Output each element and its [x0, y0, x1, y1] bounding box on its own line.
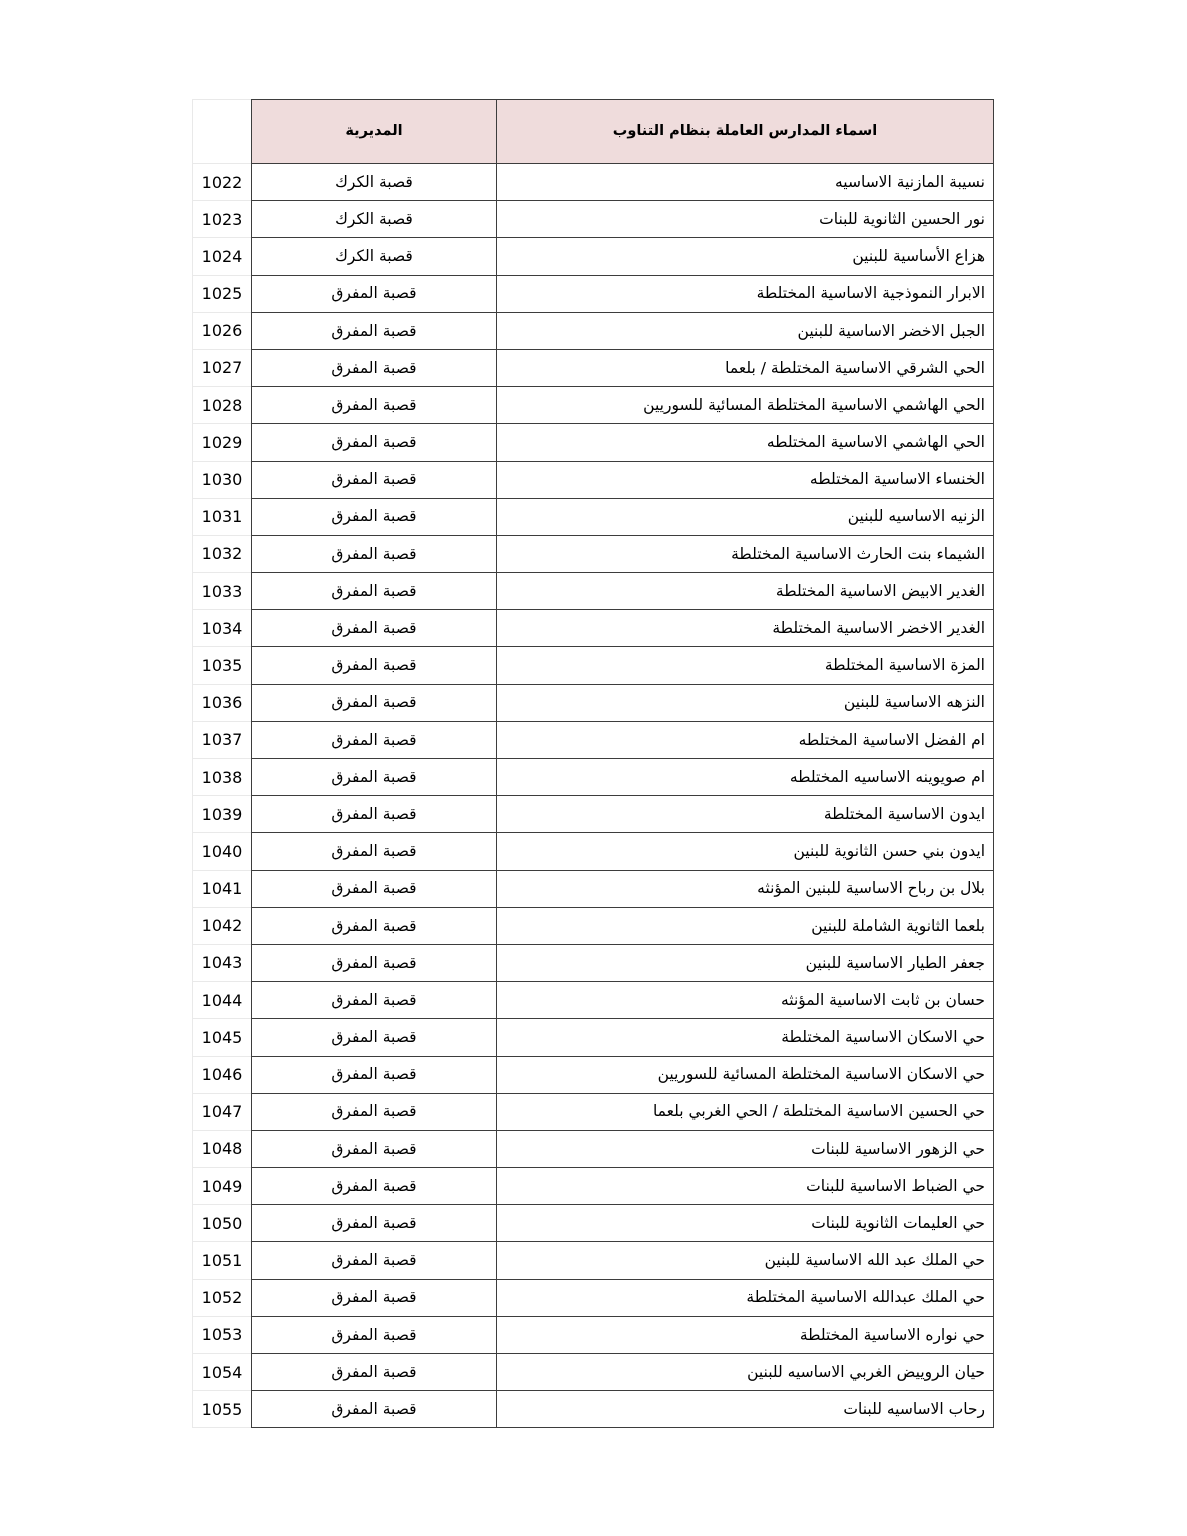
cell-serial-number: [193, 647, 252, 684]
serial-number-text: 1036: [201, 693, 243, 713]
cell-school-name: [497, 982, 994, 1019]
cell-school-name: [497, 759, 994, 796]
table-row: [193, 1279, 994, 1316]
table-row: [193, 1130, 994, 1167]
school-name-text: ام الفضل الاساسية المختلطه: [798, 730, 985, 749]
table-row: [193, 944, 994, 981]
school-name-text: ام صويوينه الاساسيه المختلطه: [789, 767, 985, 786]
table-row: [193, 573, 994, 610]
directorate-text: قصبة المفرق: [331, 1251, 417, 1270]
table-row: [193, 498, 994, 535]
serial-number-text: 1033: [201, 581, 243, 601]
cell-directorate: [252, 796, 497, 833]
serial-number-text: 1025: [201, 284, 243, 304]
serial-number-text: 1028: [201, 395, 243, 415]
directorate-text: قصبة المفرق: [331, 321, 417, 340]
cell-school-name: [497, 535, 994, 572]
cell-directorate: [252, 201, 497, 238]
serial-number-text: 1040: [201, 841, 243, 861]
column-header-directorate: [252, 100, 497, 164]
table-row: [193, 1093, 994, 1130]
school-name-text: حيان الروييض الغربي الاساسيه للبنين: [747, 1362, 985, 1381]
table-row: [193, 907, 994, 944]
directorate-text: قصبة المفرق: [331, 990, 417, 1009]
serial-number-text: 1037: [201, 730, 243, 750]
serial-number-text: 1044: [201, 990, 243, 1010]
cell-serial-number: [193, 907, 252, 944]
cell-directorate: [252, 833, 497, 870]
school-name-text: حي الاسكان الاساسية المختلطة: [781, 1028, 985, 1047]
cell-school-name: [497, 1354, 994, 1391]
school-name-text: حسان بن ثابت الاساسية المؤنثه: [780, 990, 985, 1009]
cell-serial-number: [193, 573, 252, 610]
cell-serial-number: [193, 238, 252, 275]
table-row: [193, 1242, 994, 1279]
table-row: [193, 535, 994, 572]
directorate-text: قصبة المفرق: [331, 581, 417, 600]
directorate-text: قصبة المفرق: [331, 1065, 417, 1084]
table-row: [193, 1019, 994, 1056]
serial-number-text: 1048: [201, 1139, 243, 1159]
cell-school-name: [497, 647, 994, 684]
table-row: [193, 759, 994, 796]
serial-number-text: 1049: [201, 1176, 243, 1196]
directorate-text: قصبة المفرق: [331, 1139, 417, 1158]
cell-directorate: [252, 238, 497, 275]
serial-number-text: 1051: [201, 1250, 243, 1270]
directorate-text: قصبة المفرق: [331, 1102, 417, 1121]
directorate-text: قصبة المفرق: [331, 284, 417, 303]
table-row: [193, 1391, 994, 1428]
cell-school-name: [497, 1130, 994, 1167]
cell-school-name: [497, 870, 994, 907]
table-row: [193, 721, 994, 758]
cell-serial-number: [193, 870, 252, 907]
directorate-text: قصبة المفرق: [331, 842, 417, 861]
cell-serial-number: [193, 498, 252, 535]
table-row: [193, 312, 994, 349]
cell-directorate: [252, 1242, 497, 1279]
directorate-text: قصبة المفرق: [331, 767, 417, 786]
cell-school-name: [497, 1056, 994, 1093]
school-name-text: الحي الهاشمي الاساسية المختلطة المسائية للسوريين: [643, 395, 985, 414]
school-name-text: حي الملك عبد الله الاساسية للبنين: [764, 1251, 985, 1270]
directorate-text: قصبة المفرق: [331, 1399, 417, 1418]
table-row: [193, 349, 994, 386]
table-row: [193, 238, 994, 275]
school-name-text: الغدير الاخضر الاساسية المختلطة: [772, 619, 985, 638]
cell-serial-number: [193, 275, 252, 312]
table-row: [193, 424, 994, 461]
table-row: [193, 982, 994, 1019]
directorate-text: قصبة الكرك: [335, 247, 413, 266]
cell-school-name: [497, 1242, 994, 1279]
cell-directorate: [252, 1354, 497, 1391]
table-row: [193, 1354, 994, 1391]
serial-number-text: 1046: [201, 1065, 243, 1084]
cell-serial-number: [193, 1019, 252, 1056]
table-row: [193, 647, 994, 684]
cell-serial-number: [193, 721, 252, 758]
school-name-text: حي الزهور الاساسية للبنات: [811, 1139, 985, 1158]
cell-serial-number: [193, 759, 252, 796]
serial-number-text: 1047: [201, 1102, 243, 1122]
cell-school-name: [497, 1391, 994, 1428]
serial-number-text: 1026: [201, 321, 243, 341]
cell-school-name: [497, 275, 994, 312]
serial-number-text: 1035: [201, 655, 243, 675]
cell-directorate: [252, 1093, 497, 1130]
serial-number-text: 1041: [201, 879, 243, 899]
cell-serial-number: [193, 833, 252, 870]
school-name-text: الجبل الاخضر الاساسية للبنين: [797, 321, 985, 340]
cell-school-name: [497, 201, 994, 238]
school-name-text: الابرار النموذجية الاساسية المختلطة: [756, 284, 985, 303]
table-row: [193, 833, 994, 870]
table-row: [193, 1056, 994, 1093]
directorate-text: قصبة المفرق: [331, 916, 417, 935]
cell-directorate: [252, 907, 497, 944]
directorate-text: قصبة المفرق: [331, 693, 417, 712]
cell-serial-number: [193, 1279, 252, 1316]
cell-directorate: [252, 1205, 497, 1242]
schools-table: [192, 99, 994, 1428]
table-row: [193, 164, 994, 201]
school-name-text: هزاع الأساسية للبنين: [852, 247, 985, 266]
school-name-text: ايدون الاساسية المختلطة: [823, 804, 985, 823]
directorate-text: قصبة المفرق: [331, 395, 417, 414]
serial-number-text: 1032: [201, 544, 243, 564]
serial-number-text: 1029: [201, 432, 243, 452]
cell-directorate: [252, 349, 497, 386]
cell-directorate: [252, 498, 497, 535]
cell-serial-number: [193, 610, 252, 647]
cell-school-name: [497, 164, 994, 201]
directorate-text: قصبة المفرق: [331, 879, 417, 898]
table-row: [193, 1168, 994, 1205]
column-header-school-name: [497, 100, 994, 164]
cell-directorate: [252, 535, 497, 572]
cell-school-name: [497, 1168, 994, 1205]
school-name-text: بلال بن رباح الاساسية للبنين المؤنثه: [757, 879, 985, 898]
table-row: [193, 610, 994, 647]
cell-serial-number: [193, 387, 252, 424]
serial-number-text: 1034: [201, 618, 243, 638]
cell-serial-number: [193, 796, 252, 833]
cell-serial-number: [193, 535, 252, 572]
cell-directorate: [252, 610, 497, 647]
cell-school-name: [497, 349, 994, 386]
serial-number-text: 1050: [201, 1213, 243, 1233]
directorate-text: قصبة المفرق: [331, 358, 417, 377]
cell-serial-number: [193, 349, 252, 386]
table-row: [193, 461, 994, 498]
school-name-text: رحاب الاساسيه للبنات: [843, 1399, 985, 1418]
directorate-text: قصبة الكرك: [335, 172, 413, 191]
school-name-text: المزة الاساسية المختلطة: [824, 656, 985, 675]
cell-serial-number: [193, 982, 252, 1019]
cell-serial-number: [193, 312, 252, 349]
cell-directorate: [252, 1391, 497, 1428]
directorate-text: قصبة المفرق: [331, 953, 417, 972]
school-name-text: حي نواره الاساسية المختلطة: [799, 1325, 985, 1344]
directorate-text: قصبة المفرق: [331, 433, 417, 452]
cell-directorate: [252, 1130, 497, 1167]
cell-school-name: [497, 1093, 994, 1130]
cell-directorate: [252, 1316, 497, 1353]
school-name-text: الغدير الابيض الاساسية المختلطة: [775, 581, 985, 600]
cell-school-name: [497, 796, 994, 833]
cell-school-name: [497, 610, 994, 647]
cell-directorate: [252, 870, 497, 907]
header-row: [193, 100, 994, 164]
directorate-text: قصبة المفرق: [331, 804, 417, 823]
serial-number-text: 1030: [201, 470, 243, 489]
cell-directorate: [252, 573, 497, 610]
cell-directorate: [252, 982, 497, 1019]
cell-serial-number: [193, 1205, 252, 1242]
cell-serial-number: [193, 461, 252, 498]
directorate-text: قصبة المفرق: [331, 470, 417, 489]
cell-school-name: [497, 573, 994, 610]
table-row: [193, 1205, 994, 1242]
serial-number-text: 1045: [201, 1027, 243, 1047]
school-name-text: الخنساء الاساسية المختلطه: [809, 470, 985, 489]
cell-school-name: [497, 238, 994, 275]
serial-number-text: 1039: [201, 804, 243, 824]
cell-school-name: [497, 944, 994, 981]
cell-school-name: [497, 1205, 994, 1242]
serial-number-text: 1027: [201, 358, 243, 378]
cell-serial-number: [193, 201, 252, 238]
school-name-text: الحي الهاشمي الاساسية المختلطه: [766, 433, 985, 452]
cell-school-name: [497, 387, 994, 424]
serial-number-text: 1054: [201, 1362, 243, 1382]
cell-school-name: [497, 1279, 994, 1316]
serial-number-text: 1031: [201, 507, 243, 527]
cell-directorate: [252, 944, 497, 981]
schools-table-container: [193, 99, 994, 1428]
directorate-text: قصبة المفرق: [331, 1362, 417, 1381]
serial-number-text: 1042: [201, 916, 243, 936]
cell-school-name: [497, 907, 994, 944]
school-name-text: الزنيه الاساسيه للبنين: [847, 507, 985, 526]
cell-directorate: [252, 684, 497, 721]
cell-serial-number: [193, 1391, 252, 1428]
column-header-serial: [193, 100, 252, 164]
cell-serial-number: [193, 1316, 252, 1353]
cell-serial-number: [193, 684, 252, 721]
cell-directorate: [252, 1056, 497, 1093]
table-row: [193, 387, 994, 424]
table-row: [193, 275, 994, 312]
school-name-text: حي الحسين الاساسية المختلطة / الحي الغربي بلعما: [652, 1102, 985, 1121]
directorate-text: قصبة المفرق: [331, 656, 417, 675]
directorate-text: قصبة المفرق: [331, 1288, 417, 1307]
cell-school-name: [497, 684, 994, 721]
cell-serial-number: [193, 1056, 252, 1093]
serial-number-text: 1024: [201, 246, 243, 266]
serial-number-text: 1053: [201, 1325, 243, 1345]
cell-school-name: [497, 1316, 994, 1353]
column-header-directorate-label: المديرية: [345, 123, 403, 140]
cell-directorate: [252, 312, 497, 349]
serial-number-text: 1023: [201, 209, 243, 229]
cell-directorate: [252, 461, 497, 498]
cell-serial-number: [193, 164, 252, 201]
cell-serial-number: [193, 424, 252, 461]
cell-school-name: [497, 312, 994, 349]
table-row: [193, 684, 994, 721]
table-header: [193, 100, 994, 164]
table-row: [193, 201, 994, 238]
school-name-text: حي الضباط الاساسية للبنات: [806, 1176, 985, 1195]
cell-serial-number: [193, 1093, 252, 1130]
cell-directorate: [252, 424, 497, 461]
school-name-text: حي العليمات الثانوية للبنات: [811, 1214, 985, 1233]
serial-number-text: 1052: [201, 1288, 243, 1308]
cell-school-name: [497, 498, 994, 535]
table-row: [193, 1316, 994, 1353]
directorate-text: قصبة الكرك: [335, 209, 413, 228]
cell-serial-number: [193, 944, 252, 981]
school-name-text: نور الحسين الثانوية للبنات: [819, 209, 985, 228]
cell-directorate: [252, 647, 497, 684]
directorate-text: قصبة المفرق: [331, 619, 417, 638]
serial-number-text: 1055: [201, 1399, 243, 1419]
serial-number-text: 1043: [201, 953, 243, 973]
directorate-text: قصبة المفرق: [331, 507, 417, 526]
directorate-text: قصبة المفرق: [331, 730, 417, 749]
cell-serial-number: [193, 1168, 252, 1205]
cell-serial-number: [193, 1354, 252, 1391]
column-header-school-name-label: اسماء المدارس العاملة بنظام التناوب: [612, 123, 878, 140]
cell-school-name: [497, 833, 994, 870]
cell-directorate: [252, 387, 497, 424]
directorate-text: قصبة المفرق: [331, 1325, 417, 1344]
serial-number-text: 1038: [201, 767, 243, 787]
directorate-text: قصبة المفرق: [331, 1028, 417, 1047]
cell-directorate: [252, 1279, 497, 1316]
directorate-text: قصبة المفرق: [331, 1214, 417, 1233]
cell-directorate: [252, 164, 497, 201]
cell-school-name: [497, 461, 994, 498]
school-name-text: حي الاسكان الاساسية المختلطة المسائية للسوريين: [657, 1065, 985, 1084]
school-name-text: الشيماء بنت الحارث الاساسية المختلطة: [731, 544, 985, 563]
cell-serial-number: [193, 1242, 252, 1279]
school-name-text: ايدون بني حسن الثانوية للبنين: [793, 842, 985, 861]
school-name-text: بلعما الثانوية الشاملة للبنين: [811, 916, 985, 935]
cell-directorate: [252, 721, 497, 758]
directorate-text: قصبة المفرق: [331, 1176, 417, 1195]
table-row: [193, 796, 994, 833]
school-name-text: حي الملك عبدالله الاساسية المختلطة: [746, 1288, 985, 1307]
cell-directorate: [252, 1019, 497, 1056]
cell-directorate: [252, 759, 497, 796]
directorate-text: قصبة المفرق: [331, 544, 417, 563]
table-body: [193, 164, 994, 1428]
school-name-text: جعفر الطيار الاساسية للبنين: [805, 953, 985, 972]
cell-school-name: [497, 424, 994, 461]
serial-number-text: 1022: [201, 172, 243, 192]
school-name-text: النزهه الاساسية للبنين: [843, 693, 985, 712]
cell-serial-number: [193, 1130, 252, 1167]
cell-directorate: [252, 1168, 497, 1205]
cell-directorate: [252, 275, 497, 312]
school-name-text: نسيبة المازنية الاساسيه: [835, 172, 985, 191]
table-row: [193, 870, 994, 907]
cell-school-name: [497, 721, 994, 758]
school-name-text: الحي الشرقي الاساسية المختلطة / بلعما: [725, 358, 985, 377]
cell-school-name: [497, 1019, 994, 1056]
